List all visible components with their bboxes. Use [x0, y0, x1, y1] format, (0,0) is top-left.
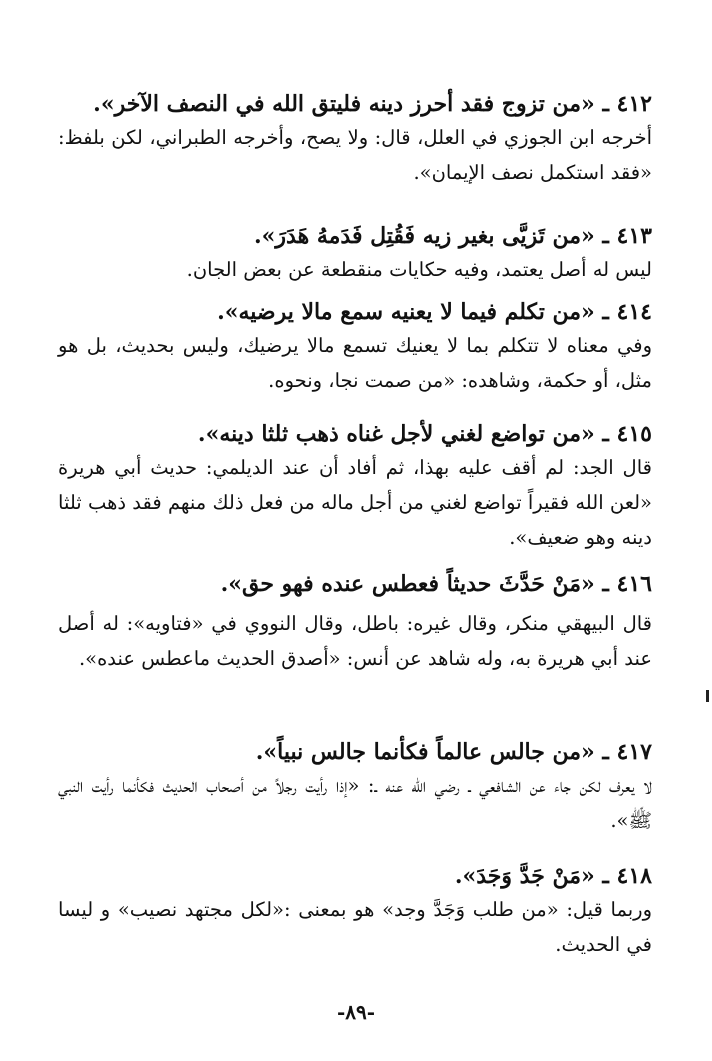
entry-417 [58, 736, 652, 838]
entry-paragraph: أخرجه ابن الجوزي في العلل، قال: ولا يصح، وأخرجه الطبراني، لكن بلفظ: «فقد استكمل نصف الإيمان». [58, 126, 652, 184]
page-number: -٨٩- [336, 1000, 376, 1024]
entry-412 [58, 88, 652, 190]
entry-paragraph: قال البيهقي منكر، وقال غيره: باطل، وقال النووي في «فتاويه»: له أصل عند أبي هريرة به، وله شاهد عن أنس: «أصدق الحديث ماعطس عنده». [58, 612, 652, 670]
entry-body [58, 252, 652, 287]
entry-heading: ٤١٣ ـ «من تَزيَّى بغير زيه فَقُتِل فَدَمهُ هَدَرَ». [253, 223, 652, 249]
entry-heading: ٤١٦ ـ «مَنْ حَدَّثَ حديثاً فعطس عنده فهو حق». [220, 571, 652, 597]
entry-body [58, 450, 652, 555]
entry-body [58, 328, 652, 398]
entry-414 [58, 296, 652, 398]
entry-paragraph: وفي معناه لا تتكلم بما لا يعنيك تسمع مالا يرضيك، وليس بحديث، بل هو مثل، أو حكمة، وشاهده: «من صمت نجا، ونحوه. [58, 334, 652, 392]
entry-body [58, 120, 652, 190]
entry-416 [58, 568, 652, 676]
entry-heading: ٤١٧ ـ «من جالس عالماً فكأنما جالس نبياً». [255, 739, 652, 765]
entry-paragraph: وربما قيل: «من طلب وَجَدَّ وجد» هو بمعنى :«لكل مجتهد نصيب» و ليسا في الحديث. [58, 898, 652, 956]
entry-415 [58, 418, 652, 555]
margin-mark [706, 690, 709, 702]
entry-paragraph: ليس له أصل يعتمد، وفيه حكايات منقطعة عن بعض الجان. [186, 258, 652, 281]
entry-heading: ٤١٤ ـ «من تكلم فيما لا يعنيه سمع مالا يرضيه». [217, 299, 652, 325]
entry-heading: ٤١٢ ـ «من تزوج فقد أحرز دينه فليتق الله في النصف الآخر». [93, 91, 652, 117]
entry-body [58, 606, 652, 676]
entry-paragraph: قال الجد: لم أقف عليه بهذا، ثم أفاد أن عند الديلمي: حديث أبي هريرة «لعن الله فقيراً تواضع لغني من أجل ماله من فعل ذلك منهم فقد ذهب ثلثا دينه وهو ضعيف». [58, 456, 652, 549]
entry-paragraph: لا يعرف لكن جاء عن الشافعي ـ رضي الله عنه ـ: «إذا رأيت رجلاً من أصحاب الحديث فكأنما رأيت النبي ﷺ». [58, 774, 652, 832]
entry-heading: ٤١٥ ـ «من تواضع لغني لأجل غناه ذهب ثلثا دينه». [197, 421, 652, 447]
entry-413 [58, 220, 652, 287]
entry-body [58, 892, 652, 962]
entry-body [58, 768, 652, 838]
entry-heading: ٤١٨ ـ «مَنْ جَدَّ وَجَدَ». [454, 863, 652, 889]
entry-418 [58, 860, 652, 962]
